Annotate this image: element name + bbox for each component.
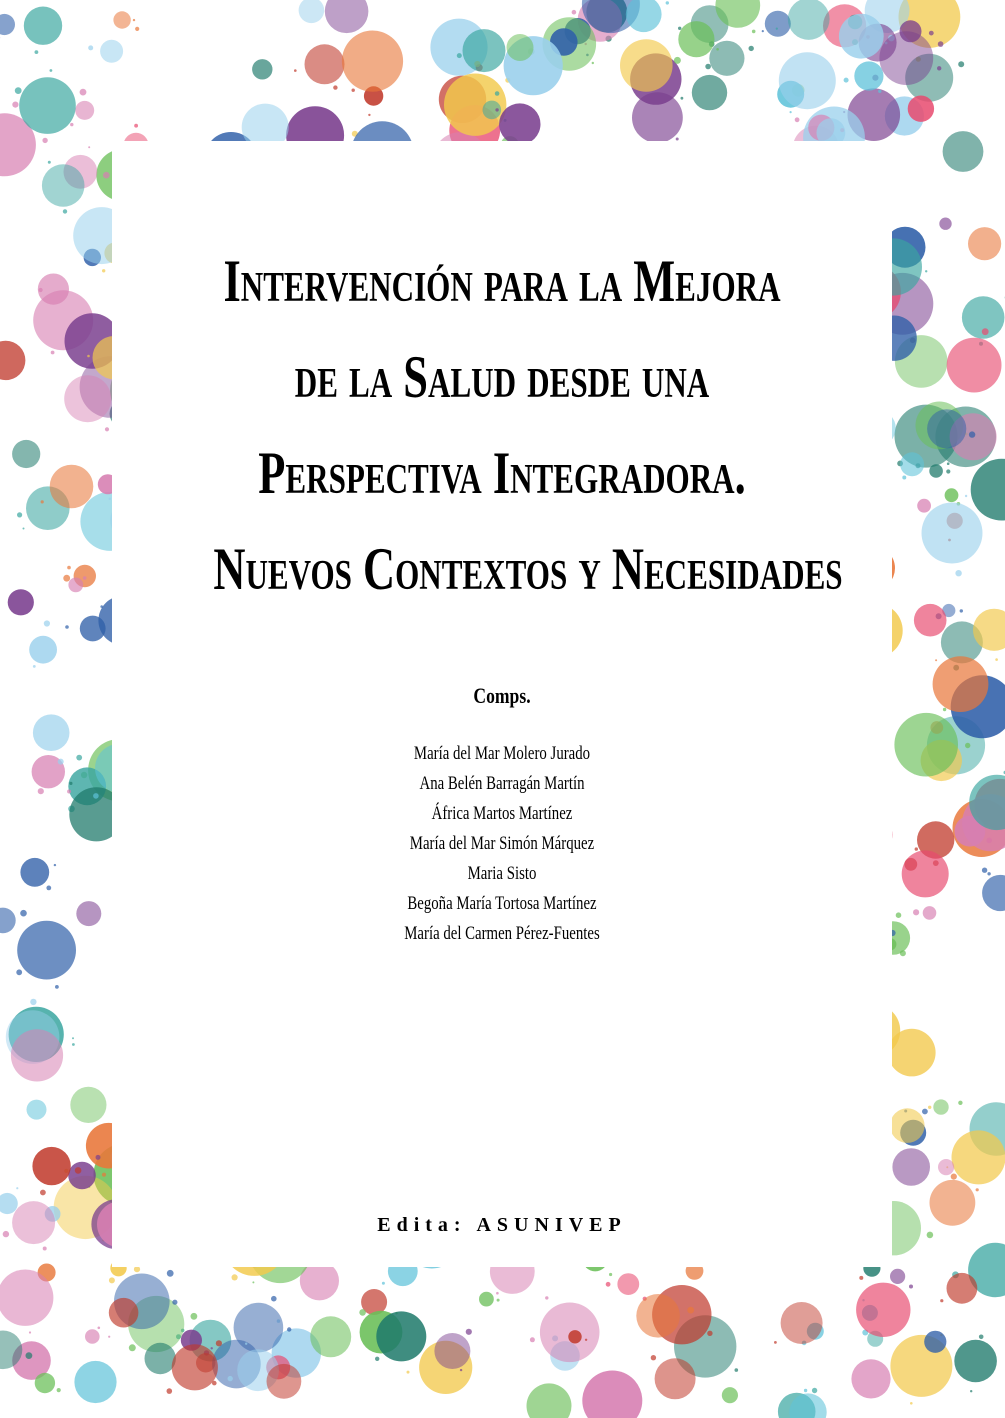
paint-speck [943,708,946,711]
paint-dot [68,578,83,593]
paint-speck [63,209,67,213]
paint-dot [0,341,25,380]
paint-speck [606,1282,611,1287]
paint-speck [69,782,72,785]
paint-speck [979,1335,984,1340]
paint-dot [888,1029,936,1077]
paint-speck [705,64,711,70]
paint-speck [804,1389,807,1392]
paint-speck [955,570,961,576]
paint-dot [617,1273,639,1295]
paint-dot [709,41,744,76]
paint-dot [947,1273,978,1304]
paint-dot [924,1331,946,1353]
paint-speck [42,138,47,143]
paint-dot [900,452,924,476]
paint-dot [507,34,534,61]
paint-dot [75,101,94,120]
paint-speck [167,1270,174,1277]
paint-dot [971,459,1005,521]
paint-dot [930,1180,976,1226]
paint-dot [892,1148,930,1186]
paint-speck [878,90,881,93]
paint-speck [982,868,987,873]
paint-speck [965,743,970,748]
paint-speck [12,102,18,108]
book-title [213,233,843,617]
paint-speck [960,609,963,612]
paint-dot [80,616,106,642]
paint-speck [982,328,989,335]
paint-speck [359,1309,366,1316]
paint-speck [44,620,50,626]
paint-dot [479,1292,494,1307]
author-name: África Martos Martínez [431,803,573,824]
paint-speck [674,57,681,64]
paint-speck [67,566,71,570]
paint-speck [995,658,998,661]
paint-dot [894,713,958,777]
paint-dot [113,11,130,28]
paint-speck [54,864,56,866]
paint-dot [933,1099,948,1114]
paint-speck [271,1296,277,1302]
paint-speck [20,910,27,917]
paint-dot [68,1162,96,1190]
paint-speck [26,1352,33,1359]
paint-dot [17,921,76,980]
paint-dot [890,1269,905,1284]
paint-speck [940,1299,943,1302]
paint-speck [928,1106,931,1109]
paint-speck [958,1101,962,1105]
paint-dot [636,1294,680,1338]
paint-speck [375,1357,379,1361]
paint-speck [100,605,103,608]
paint-speck [495,108,498,111]
paint-speck [72,1037,74,1039]
paint-dot [85,1329,100,1344]
paint-speck [687,1307,694,1314]
paint-speck [812,1388,817,1393]
paint-speck [913,909,919,915]
paint-dot [76,901,101,926]
paint-dot [917,499,931,513]
paint-dot [12,1201,55,1244]
paint-dot [620,39,673,92]
author-name: María del Mar Simón Márquez [409,833,595,854]
paint-speck [245,1343,247,1345]
paint-speck [909,1285,913,1289]
paint-dot [33,714,70,751]
paint-speck [287,1327,291,1331]
paint-dot [908,96,934,122]
paint-speck [15,87,22,94]
paint-dot [582,1371,642,1418]
paint-dot [0,908,16,934]
paint-speck [929,31,934,36]
paint-speck [762,30,764,32]
paint-speck [368,114,370,116]
paint-speck [987,872,990,875]
paint-speck [466,1329,472,1335]
paint-dot [100,40,123,63]
paint-speck [585,1339,587,1341]
paint-speck [735,1368,739,1372]
paint-speck [88,45,93,50]
paint-speck [572,10,577,15]
paint-speck [910,1402,913,1405]
paint-speck [592,62,594,64]
paint-speck [172,1300,177,1305]
paint-speck [666,1,669,4]
paint-dot [945,488,959,502]
paint-speck [497,1299,500,1302]
paint-speck [495,91,500,96]
paint-speck [790,111,792,113]
paint-speck [38,788,44,794]
paint-speck [951,1174,957,1180]
paint-speck [844,78,849,83]
paint-speck [294,69,297,72]
paint-speck [41,500,44,503]
paint-speck [774,1341,777,1344]
title-line-1: Intervención para la Mejora [223,248,781,314]
paint-speck [545,1296,548,1299]
paint-speck [40,1190,46,1196]
paint-dot [722,1387,738,1403]
paint-speck [51,351,55,355]
paint-speck [58,759,64,765]
paint-dot [499,103,540,144]
paint-dot [463,29,506,72]
paint-speck [681,97,684,100]
paint-speck [859,1276,863,1280]
paint-speck [3,1231,9,1237]
paint-dot [50,465,94,509]
paint-speck [30,999,36,1005]
paint-dot [376,1311,426,1361]
paint-speck [252,1281,254,1283]
paint-speck [460,1369,462,1371]
paint-speck [35,50,39,54]
title-line-2: de la Salud desde una [294,344,710,410]
paint-dot [109,1298,139,1328]
paint-dot [342,30,403,91]
paint-dot [527,1383,572,1418]
paint-speck [105,427,109,431]
paint-speck [75,1167,82,1174]
paint-speck [707,1331,712,1336]
paint-speck [57,1388,61,1392]
paint-speck [900,950,906,956]
compilers-label: Comps. [473,683,531,708]
paint-speck [716,48,719,51]
paint-speck [72,1043,75,1046]
paint-speck [935,659,937,661]
paint-dot [939,218,951,230]
paint-dot [954,1340,997,1383]
paint-dot [252,59,272,79]
paint-speck [609,1273,612,1276]
paint-speck [88,146,90,148]
paint-speck [109,1277,115,1283]
paint-dot [968,227,1001,260]
paint-dot [839,14,884,59]
author-list [198,739,806,949]
paint-dot [35,1373,55,1393]
paint-dot [267,1364,302,1399]
paint-speck [17,512,22,517]
paint-speck [352,89,355,92]
paint-speck [938,41,944,47]
paint-dot [943,131,984,172]
paint-dot [64,375,111,422]
author-name: Maria Sisto [467,863,537,884]
paint-dot [902,850,949,897]
paint-speck [937,66,941,70]
paint-dot [172,1344,218,1390]
paint-dot [856,1283,910,1337]
paint-dot [779,52,836,109]
paint-dot [11,1029,63,1081]
paint-dot [29,636,57,664]
paint-speck [970,1390,972,1392]
paint-speck [46,886,51,891]
paint-speck [530,1337,535,1342]
paint-speck [976,1188,979,1191]
paint-speck [133,19,135,21]
paint-speck [333,85,337,89]
paint-dot [938,1159,954,1175]
paint-speck [16,1187,18,1189]
paint-speck [922,1109,928,1115]
author-name: Begoña María Tortosa Martínez [407,893,597,914]
paint-speck [947,462,950,465]
paint-speck [134,1266,140,1272]
paint-speck [776,28,778,30]
paint-speck [749,46,754,51]
paint-dot [765,11,791,37]
paint-dot [879,31,933,85]
paint-dot [655,1358,696,1399]
paint-dot [927,409,966,448]
paint-speck [896,912,902,918]
paint-dot [933,656,989,712]
paint-dot [12,440,40,468]
paint-dot [27,1100,47,1120]
title-line-3: Perspectiva Integradora. [258,440,746,506]
paint-speck [98,1327,101,1330]
paint-dot [24,7,62,45]
paint-speck [958,61,964,67]
cover-panel [112,141,892,1267]
paint-speck [969,431,975,437]
paint-speck [50,69,53,72]
paint-speck [96,1155,101,1160]
paint-speck [43,1247,47,1251]
paint-dot [325,0,369,33]
paint-dot [781,1302,823,1344]
paint-dot [70,1087,106,1123]
paint-speck [87,355,90,358]
paint-speck [29,1331,31,1333]
paint-dot [38,274,69,305]
paint-dot [42,164,85,207]
paint-speck [80,89,87,96]
paint-speck [102,269,105,272]
paint-speck [915,847,918,850]
paint-dot [20,858,49,887]
paint-speck [135,27,139,31]
paint-speck [678,27,681,30]
paint-speck [76,755,82,761]
paint-speck [211,1347,213,1349]
paint-speck [191,1313,198,1320]
paint-dot [19,77,76,134]
paint-speck [48,161,51,164]
author-name: María del Carmen Pérez-Fuentes [404,923,600,944]
paint-speck [134,124,138,128]
paint-speck [109,498,111,500]
paint-dot [632,92,683,143]
paint-speck [228,1376,233,1381]
paint-speck [496,1292,499,1295]
paint-speck [108,1336,110,1338]
paint-speck [925,270,927,272]
paint-dot [890,1108,925,1143]
paint-dot [434,1333,470,1369]
paint-dot [74,1361,116,1403]
paint-speck [382,1282,385,1285]
paint-speck [83,576,87,580]
paint-dot [692,75,727,110]
paint-dot [788,0,830,40]
paint-speck [102,1173,106,1177]
paint-dot [8,589,34,615]
author-name: Ana Belén Barragán Martín [419,773,585,794]
paint-speck [902,476,906,480]
paint-speck [752,30,756,34]
paint-speck [927,1232,934,1239]
paint-speck [457,53,462,58]
paint-speck [55,985,59,989]
paint-dot [914,604,947,637]
paint-speck [65,625,69,629]
paint-dot [626,0,662,32]
paint-speck [129,1344,136,1351]
paint-dot [568,1330,581,1343]
paint-speck [216,1340,222,1346]
paint-dot [854,61,883,90]
paint-dot [305,44,345,84]
paint-speck [232,1274,238,1280]
paint-dot [540,1303,600,1363]
author-name: María del Mar Molero Jurado [413,743,591,764]
paint-speck [167,1388,173,1394]
paint-speck [407,1371,410,1374]
paint-speck [33,665,36,668]
paint-dot [145,1343,176,1374]
paint-dot [310,1316,351,1357]
paint-speck [67,790,71,794]
paint-speck [651,1355,656,1360]
paint-dot [851,1359,890,1398]
title-line-4: Nuevos Contextos y Necesidades [213,536,843,602]
paint-dot [0,1193,18,1214]
paint-speck [70,123,73,126]
paint-speck [23,528,25,530]
paint-dot [299,0,325,23]
paint-speck [965,495,967,497]
paint-dot [678,21,714,57]
paint-speck [795,117,800,122]
paint-dot [923,906,937,920]
paint-dot [947,338,1002,393]
paint-speck [93,793,99,799]
paint-speck [103,172,110,179]
paint-speck [63,575,70,582]
paint-dot [32,1147,70,1185]
paint-speck [16,969,22,975]
paint-dot [922,503,983,564]
paint-dot [0,14,15,35]
paint-dot [982,875,1005,911]
paint-speck [946,469,950,473]
publisher-line: Edita: ASUNIVEP [377,1214,627,1236]
paint-dot [952,1130,1005,1184]
